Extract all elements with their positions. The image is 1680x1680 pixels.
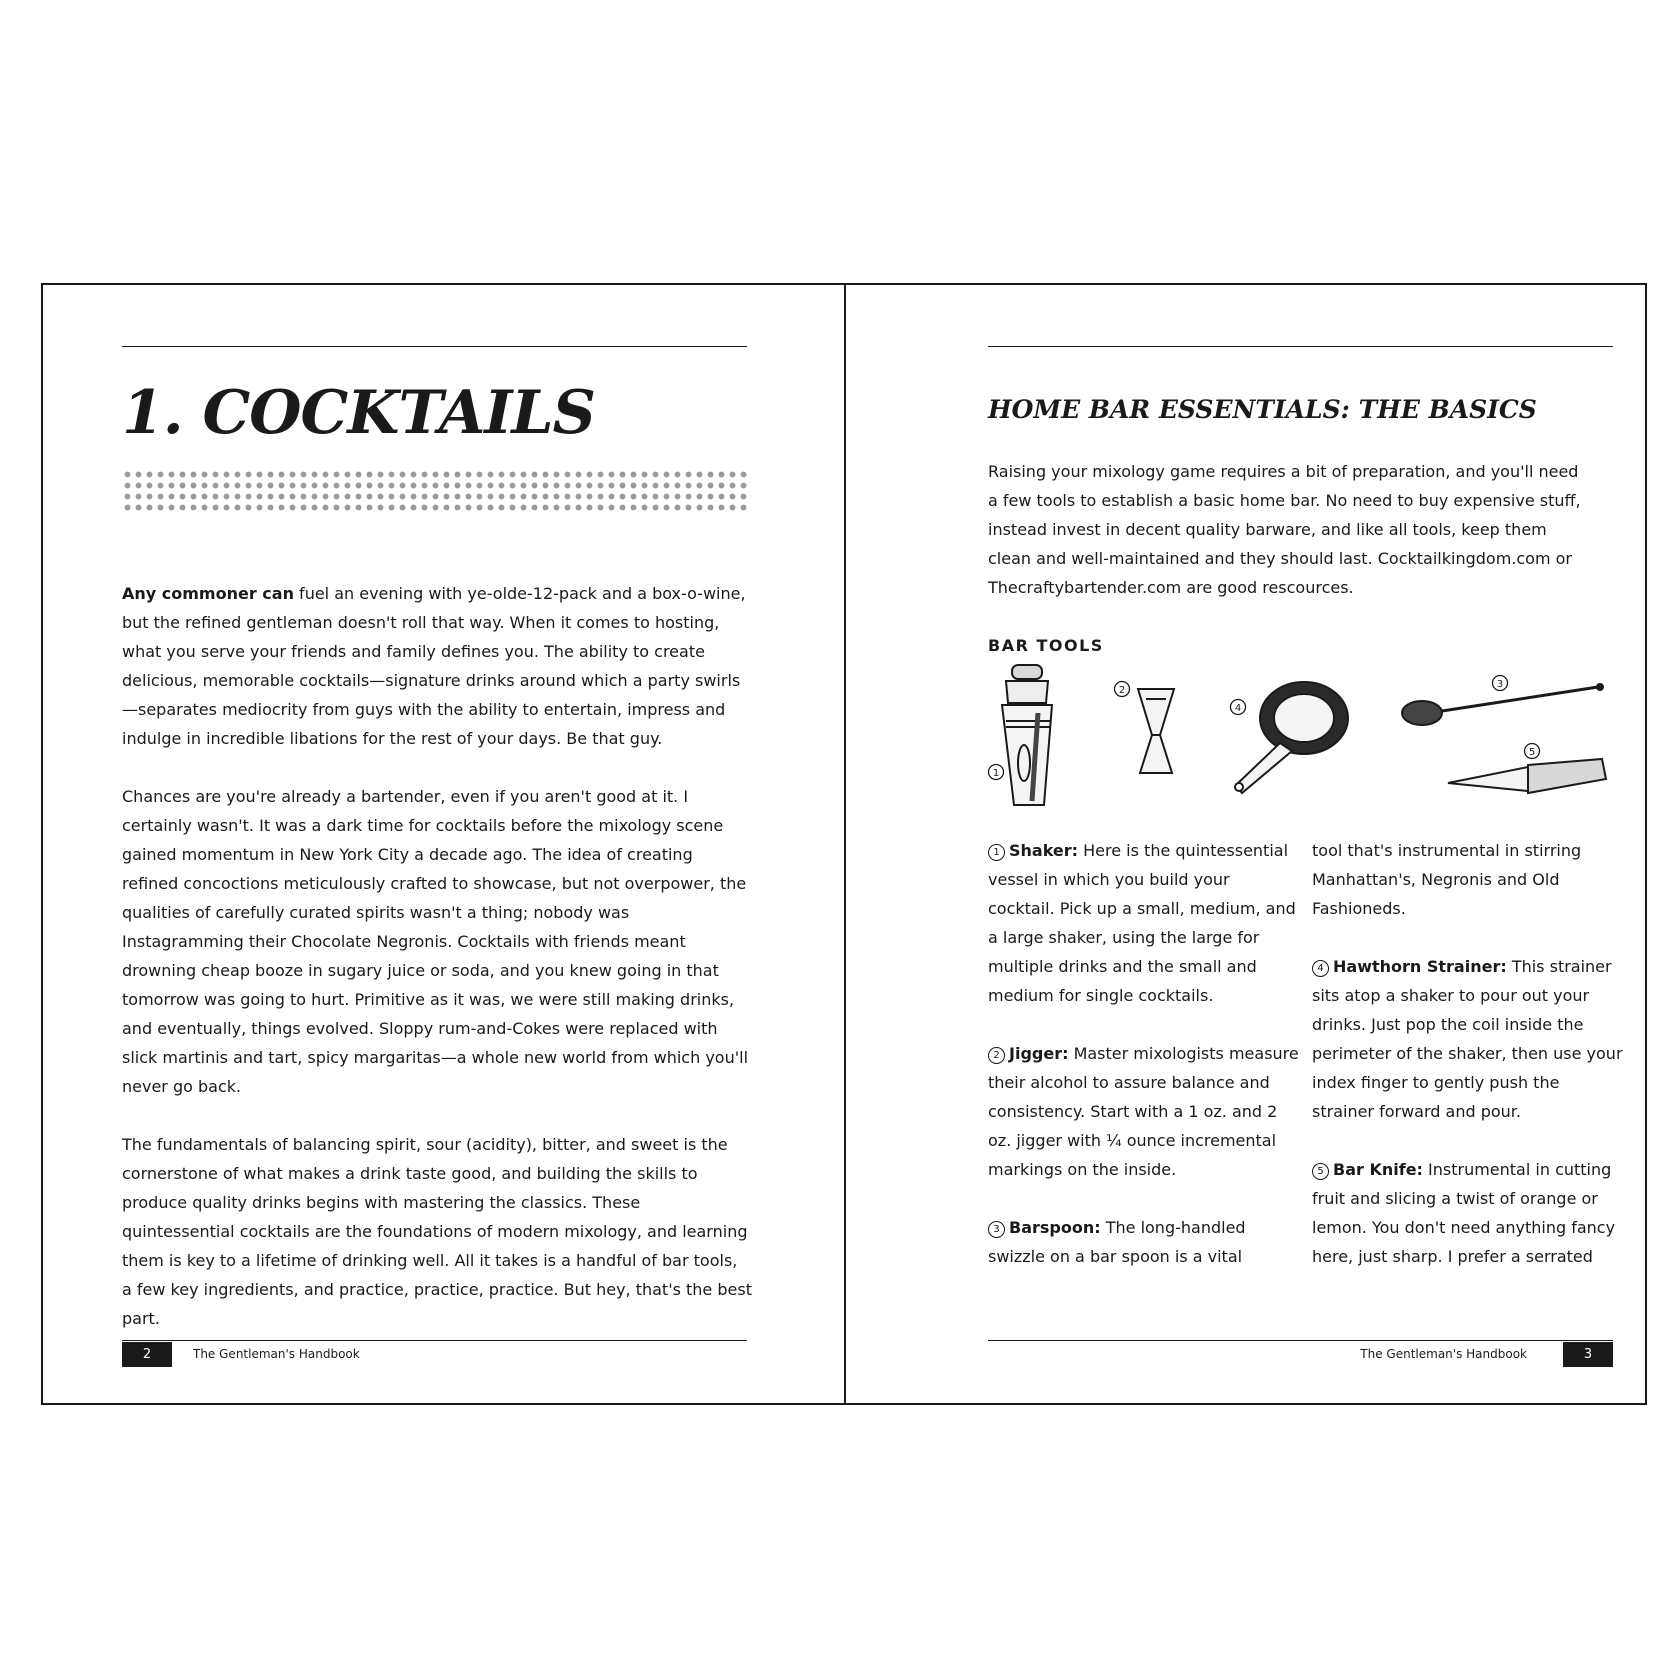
header-rule [988, 346, 1613, 347]
tool-number-label: 4 [1234, 703, 1242, 714]
chapter-title: 1. COCKTAILS [122, 378, 595, 448]
tool-entry-shaker [988, 836, 1300, 1010]
bar-tools-illustration [988, 663, 1620, 813]
paragraph: The fundamentals of balancing spirit, sour (acidity), bitter, and sweet is the cornerstone of what makes a drink taste good, and building the skills to produce quality drinks begins with mastering the classics. These quintessential cocktails are the foundations of modern mixology, and learning them is key to a lifetime of drinking well. All it takes is a handful of bar tools, a few key ingredients, and practice, practice, practice. But hey, that's the best part. [122, 1135, 752, 1328]
tool-description: The long-handled swizzle on a bar spoon is a vital [988, 1218, 1246, 1266]
tool-number: 5 [1312, 1163, 1329, 1180]
tool-name: Jigger: [1009, 1044, 1069, 1063]
tool-entry-bar-knife [1312, 1155, 1624, 1271]
footer-rule [988, 1340, 1613, 1341]
tool-description: Master mixologists measure their alcohol to assure balance and consistency. Start with a 1 oz. and 2 oz. jigger with ¼ ounce incremental markings on the inside. [988, 1044, 1299, 1179]
tools-column-1 [988, 836, 1300, 1300]
paragraph: Chances are you're already a bartender, even if you aren't good at it. I certainly wasn't. It was a dark time for cocktails before the mixology scene gained momentum in New York City a decade ago. The idea of creating refined concoctions meticulously crafted to showcase, but not overpower, the qualities of carefully curated spirits wasn't a thing; nobody was Instagramming their Chocolate Negronis. Cocktails with friends meant drowning cheap booze in sugary juice or soda, and you knew going in that tomorrow was going to hurt. Primitive as it was, we were still making drinks, and eventually, things evolved. Sloppy rum-and-Cokes were replaced with slick martinis and tart, spicy margaritas—a whole new world from which you'll never go back. [122, 787, 749, 1096]
tool-entry-jigger [988, 1039, 1300, 1184]
paragraph-text: fuel an evening with ye-olde-12-pack and a box-o-wine, but the refined gentleman doesn't roll that way. When it comes to hosting, what you serve your friends and family defines you. The ability to create delicious, memorable cocktails—signature drinks around which a party swirls—separates mediocrity from guys with the ability to entertain, impress and indulge in incredible libations for the rest of your days. Be that guy. [122, 584, 746, 748]
tool-number: 2 [988, 1047, 1005, 1064]
footer-title: The Gentleman's Handbook [1360, 1347, 1527, 1361]
tool-continuation: tool that's instrumental in stirring Manhattan's, Negronis and Old Fashioneds. [1312, 841, 1582, 918]
book-spread [41, 283, 1647, 1405]
tool-description: Here is the quintessential vessel in which you build your cocktail. Pick up a small, medium, and a large shaker, using the large for multiple drinks and the small and medium for single cocktails. [988, 841, 1296, 1005]
tool-number: 4 [1312, 960, 1329, 977]
shaker-illustration [1002, 665, 1052, 805]
paragraph [122, 579, 752, 753]
footer-title: The Gentleman's Handbook [193, 1347, 360, 1361]
header-rule [122, 346, 747, 347]
section-title: HOME BAR ESSENTIALS: THE BASICS [988, 395, 1537, 424]
jigger-illustration [1138, 689, 1174, 773]
tool-name: Barspoon: [1009, 1218, 1101, 1237]
tool-name: Shaker: [1009, 841, 1079, 860]
bar-tools-heading: BAR TOOLS [988, 636, 1104, 655]
left-page [43, 285, 846, 1403]
tool-description: Instrumental in cutting fruit and slicing a twist of orange or lemon. You don't need anything fancy here, just sharp. I prefer a serrated [1312, 1160, 1616, 1266]
dot-pattern-divider [122, 469, 747, 513]
tool-number: 1 [988, 844, 1005, 861]
tool-number-label: 2 [1118, 685, 1126, 696]
hawthorn-strainer-illustration [1235, 682, 1348, 793]
tool-number: 3 [988, 1221, 1005, 1238]
footer-rule [122, 1340, 747, 1341]
tool-entry-barspoon [988, 1213, 1300, 1271]
right-page [846, 285, 1647, 1403]
chapter-body [122, 579, 752, 1362]
tool-number-label: 3 [1496, 679, 1504, 690]
tool-entry-hawthorn-strainer [1312, 952, 1624, 1126]
section-intro: Raising your mixology game requires a bit of preparation, and you'll need a few tools to establish a basic home bar. No need to buy expensive stuff, instead invest in decent quality barware, and like all tools, keep them clean and well-maintained and they should last. Cocktailkingdom.com or Thecraftybartender.com are good rescources. [988, 462, 1581, 597]
tools-column-2 [1312, 836, 1624, 1300]
bar-knife-illustration [1448, 759, 1606, 793]
lead-in: Any commoner can [122, 584, 294, 603]
tool-number-label: 5 [1528, 747, 1536, 758]
tool-number-label: 1 [992, 768, 1000, 779]
tool-name: Hawthorn Strainer: [1333, 957, 1507, 976]
tool-description: This strainer sits atop a shaker to pour out your drinks. Just pop the coil inside the perimeter of the shaker, then use your index finger to gently push the strainer forward and pour. [1312, 957, 1623, 1121]
tool-name: Bar Knife: [1333, 1160, 1423, 1179]
page-number: 3 [1563, 1342, 1613, 1367]
page-number: 2 [122, 1342, 172, 1367]
